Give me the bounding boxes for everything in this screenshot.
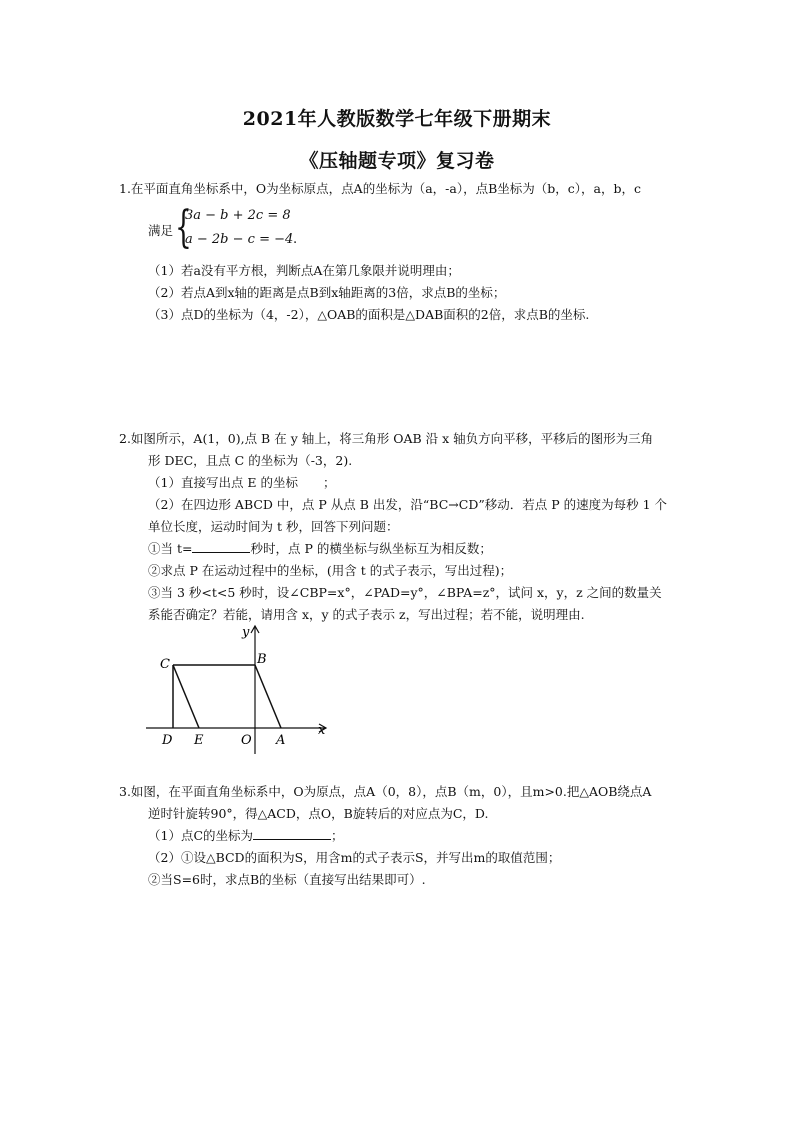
q1-part-2: （2）若点A到x轴的距离是点B到x轴距离的3倍，求点B的坐标； — [148, 285, 506, 300]
q1-equation-1: 3a − b + 2c = 8 — [185, 208, 291, 223]
answer-blank — [253, 827, 331, 840]
document-subtitle: 《压轴题专项》复习卷 — [299, 150, 495, 172]
q2-stem-line-2: 形 DEC，且点 C 的坐标为（-3，2). — [148, 453, 353, 468]
q1-satisfy-label: 满足 — [148, 223, 174, 238]
q1-equation-2: a − 2b − c = −4 — [185, 232, 294, 247]
segment-ce — [173, 665, 199, 728]
answer-blank — [192, 540, 250, 553]
q3-part-3: ②当S=6时，求点B的坐标（直接写出结果即可）. — [148, 872, 426, 887]
point-b-label: B — [257, 652, 267, 667]
q1-stem: 1.在平面直角坐标系中，O为坐标原点，点A的坐标为（a，-a），点B坐标为（b，c），a，b，c — [119, 181, 641, 196]
q2-part-2-line-1: （2）在四边形 ABCD 中，点 P 从点 B 出发，沿“BC→CD”移动．若点 P 的速度为每秒 1 个 — [148, 497, 668, 512]
q2-coordinate-figure — [140, 618, 340, 758]
q2-sub-1 — [148, 540, 492, 558]
q3-part-2: （2）①设△BCD的面积为S，用含m的式子表示S，并写出m的取值范围； — [148, 850, 561, 865]
brace-icon: { — [175, 202, 192, 253]
q2-sub-3-line-1: ③当 3 秒<t<5 秒时，设∠CBP=x°，∠PAD=y°，∠BPA=z°，试问 x，y，z 之间的数量关 — [148, 585, 662, 600]
q2-part-2-line-2: 单位长度，运动时间为 t 秒，回答下列问题： — [148, 519, 399, 534]
origin-label: O — [241, 733, 252, 748]
q3-stem-line-2: 逆时针旋转90°，得△ACD，点O，B旋转后的对应点为C，D. — [148, 806, 489, 821]
q3-part-1 — [148, 827, 344, 845]
q3-part-1-end: ； — [331, 828, 344, 843]
q1-equation-end: . — [293, 232, 298, 247]
point-e-label: E — [194, 733, 204, 748]
x-axis-label: x — [318, 723, 326, 738]
q1-part-3: （3）点D的坐标为（4，-2），△OAB的面积是△DAB面积的2倍，求点B的坐标. — [148, 307, 590, 322]
document-title: 2021年人教版数学七年级下册期末 — [242, 108, 552, 130]
q3-part-1-start: （1）点C的坐标为 — [148, 828, 254, 843]
segment-ba — [255, 665, 281, 728]
q2-sub-2: ②求点 P 在运动过程中的坐标，(用含 t 的式子表示，写出过程)； — [148, 563, 513, 578]
q1-part-1: （1）若a没有平方根，判断点A在第几象限并说明理由； — [148, 263, 460, 278]
q2-stem-line-1: 2.如图所示，A(1，0),点 B 在 y 轴上，将三角形 OAB 沿 x 轴负方向平移，平移后的图形为三角 — [119, 431, 654, 446]
y-axis-label: y — [242, 625, 250, 640]
q2-part-1: （1）直接写出点 E 的坐标 ； — [148, 475, 336, 490]
q2-sub-3-line-2: 系能否确定？若能，请用含 x，y 的式子表示 z，写出过程；若不能，说明理由. — [148, 607, 585, 622]
point-d-label: D — [162, 733, 173, 748]
q2-sub-1-end: 秒时，点 P 的横坐标与纵坐标互为相反数； — [250, 541, 492, 556]
point-a-label: A — [276, 733, 286, 748]
q1-equation-system — [148, 202, 348, 255]
q3-stem-line-1: 3.如图，在平面直角坐标系中，O为原点，点A（0，8），点B（m，0），且m>0.把△AOB绕点A — [119, 784, 652, 799]
q2-sub-1-start: ①当 t= — [148, 541, 193, 556]
point-c-label: C — [160, 657, 170, 672]
